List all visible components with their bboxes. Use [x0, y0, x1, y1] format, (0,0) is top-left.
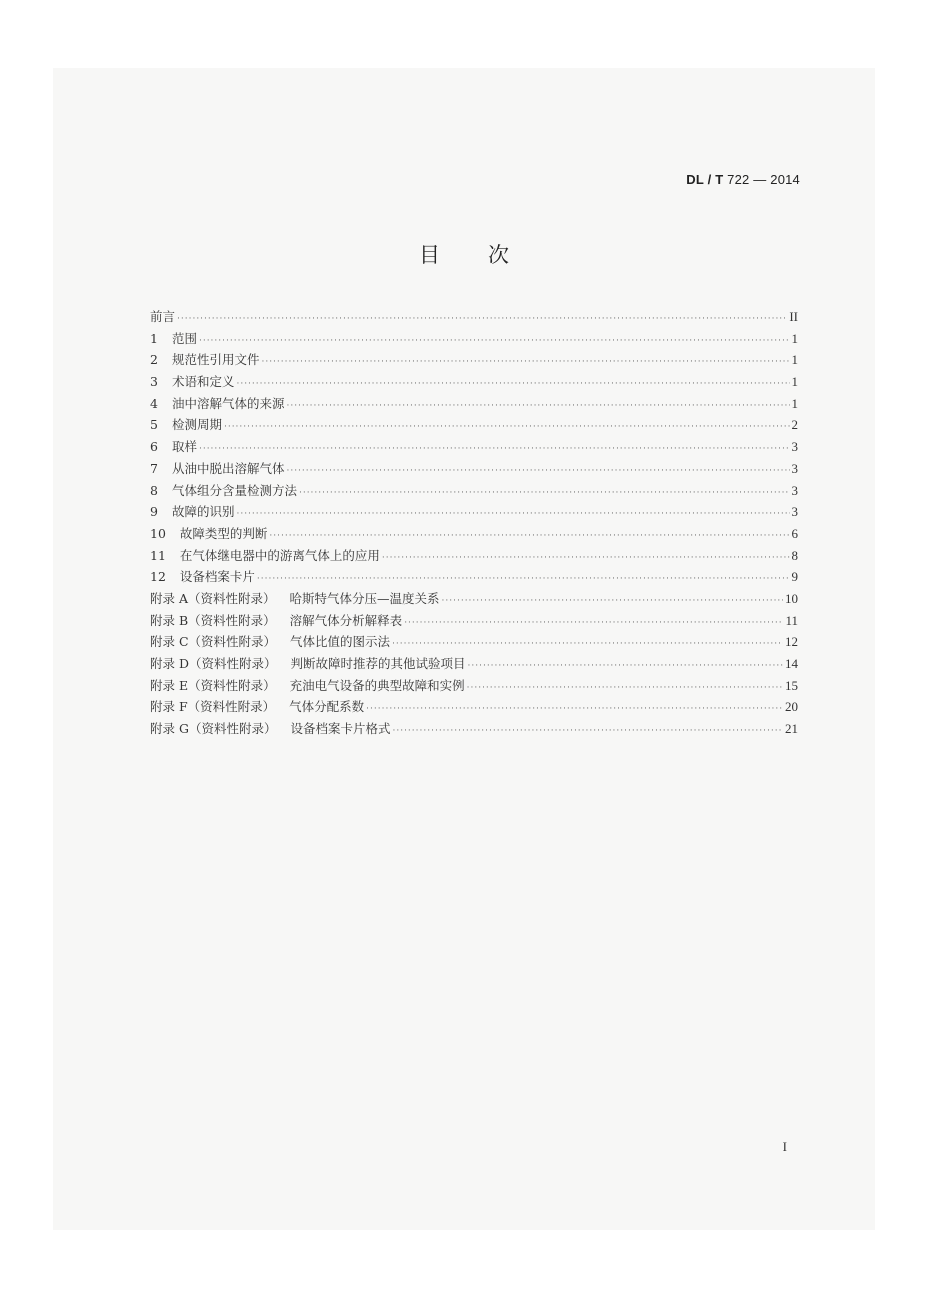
toc-dot-leader [468, 656, 783, 678]
toc-entry[interactable] [150, 610, 798, 632]
toc-dot-leader [442, 591, 783, 613]
toc-entry-title: 油中溶解气体的来源 [171, 395, 285, 411]
toc-entry-title: 设备档案卡片 [179, 569, 255, 585]
toc-entry-title: 从油中脱出溶解气体 [171, 460, 285, 476]
toc-dot-leader [366, 699, 783, 721]
page-number: I [782, 1139, 787, 1154]
toc-entry-number: 5 [150, 417, 158, 433]
toc-entry[interactable] [150, 349, 798, 371]
toc-entry-title: 判断故障时推荐的其他试验项目 [290, 656, 466, 671]
toc-entry-number: 9 [150, 504, 158, 520]
toc-entry-page: 9 [791, 569, 798, 585]
toc-entry-title: 规范性引用文件 [171, 352, 260, 368]
toc-entry-number: 2 [150, 352, 158, 368]
toc-entry[interactable] [150, 696, 798, 718]
toc-entry-title: 充油电气设备的典型故障和实例 [289, 677, 465, 693]
toc-entry[interactable] [150, 328, 798, 350]
toc-entry-title: 术语和定义 [171, 374, 235, 390]
toc-entry-title: 前言 [150, 309, 176, 324]
toc-entry[interactable] [150, 306, 798, 328]
toc-entry-number: 附录 A（资料性附录） [150, 590, 276, 606]
toc-entry-page: 1 [791, 374, 798, 390]
toc-dot-leader [177, 309, 787, 331]
toc-entry-page: 14 [785, 656, 798, 671]
toc-entry-page: 3 [791, 460, 798, 476]
toc-entry-page: 6 [791, 525, 798, 541]
toc-entry-page: 1 [791, 352, 798, 368]
toc-entry[interactable] [150, 393, 798, 415]
toc-entry-page: 1 [791, 395, 798, 411]
toc-dot-leader [392, 721, 783, 743]
toc-entry[interactable] [150, 501, 798, 523]
document-page [53, 68, 875, 1230]
toc-entry-number: 3 [150, 374, 158, 390]
toc-entry-page: 3 [791, 439, 798, 455]
toc-entry-number: 8 [150, 482, 158, 498]
toc-entry-page: 12 [785, 634, 798, 650]
toc-entry-page: 21 [785, 721, 798, 737]
standard-code-number: 722 — 2014 [727, 172, 800, 187]
toc-entry-page: 3 [791, 482, 798, 498]
toc-entry-number: 7 [150, 460, 158, 476]
toc-entry-title: 哈斯特气体分压—温度关系 [289, 590, 440, 606]
toc-entry[interactable] [150, 523, 798, 545]
toc-dot-leader [199, 439, 790, 461]
toc-entry-title: 检测周期 [171, 417, 222, 433]
toc-dot-leader [224, 417, 790, 439]
toc-entry-page: 3 [791, 504, 798, 520]
toc-entry[interactable] [150, 653, 798, 675]
toc-entry-page: II [789, 309, 798, 324]
toc-entry[interactable] [150, 436, 798, 458]
toc-entry[interactable] [150, 588, 798, 610]
toc-entry-title: 范围 [171, 330, 197, 346]
toc-entry-title: 在气体继电器中的游离气体上的应用 [179, 547, 380, 563]
toc-entry-page: 1 [791, 330, 798, 346]
toc-entry-title: 取样 [171, 439, 197, 455]
toc-entry-number: 12 [150, 569, 166, 585]
toc-entry-page: 20 [785, 699, 798, 715]
toc-entry[interactable] [150, 675, 798, 697]
toc-entry-number: 附录 F（资料性附录） [150, 699, 276, 715]
toc-entry-title: 气体分配系数 [289, 699, 365, 715]
toc-entry[interactable] [150, 458, 798, 480]
toc-entry-title: 气体比值的图示法 [290, 634, 391, 650]
toc-entry-number: 10 [150, 525, 166, 541]
toc-entry-title: 故障类型的判断 [179, 525, 268, 541]
toc-dot-leader [299, 483, 790, 505]
toc-entry[interactable] [150, 480, 798, 502]
toc-entry-number: 4 [150, 395, 158, 411]
toc-entry-page: 15 [785, 677, 798, 693]
toc-dot-leader [467, 678, 783, 700]
toc-entry[interactable] [150, 371, 798, 393]
toc-entry-number: 6 [150, 439, 158, 455]
table-of-contents [150, 306, 798, 740]
standard-code-prefix: DL / T [686, 172, 724, 187]
toc-entry-number: 附录 E（资料性附录） [150, 677, 276, 693]
toc-dot-leader [261, 352, 789, 374]
toc-entry-title: 溶解气体分析解释表 [289, 612, 403, 628]
toc-entry-page: 10 [785, 590, 798, 606]
toc-dot-leader [236, 504, 789, 526]
toc-entry-number: 11 [150, 547, 166, 563]
toc-entry-number: 附录 G（资料性附录） [150, 721, 277, 737]
toc-dot-leader [286, 396, 789, 418]
toc-dot-leader [286, 461, 789, 483]
toc-dot-leader [382, 548, 790, 570]
toc-entry[interactable] [150, 414, 798, 436]
toc-entry-number: 附录 B（资料性附录） [150, 612, 276, 628]
toc-title: 目次 [419, 243, 557, 267]
toc-entry[interactable] [150, 566, 798, 588]
standard-code [686, 172, 800, 187]
toc-entry-number: 附录 D（资料性附录） [150, 656, 277, 671]
toc-entry-number: 附录 C（资料性附录） [150, 634, 277, 650]
toc-entry-page: 11 [785, 612, 798, 628]
toc-dot-leader [199, 331, 790, 353]
toc-entry-title: 气体组分含量检测方法 [171, 482, 297, 498]
toc-entry-title: 故障的识别 [171, 504, 235, 520]
toc-entry-page: 8 [791, 547, 798, 563]
toc-entry-page: 2 [791, 417, 798, 433]
toc-dot-leader [236, 374, 789, 396]
toc-entry[interactable] [150, 718, 798, 740]
toc-entry-number: 1 [150, 330, 158, 346]
toc-entry[interactable] [150, 631, 798, 653]
toc-entry[interactable] [150, 545, 798, 567]
toc-entry-title: 设备档案卡片格式 [290, 721, 391, 737]
toc-dot-leader [404, 613, 783, 635]
